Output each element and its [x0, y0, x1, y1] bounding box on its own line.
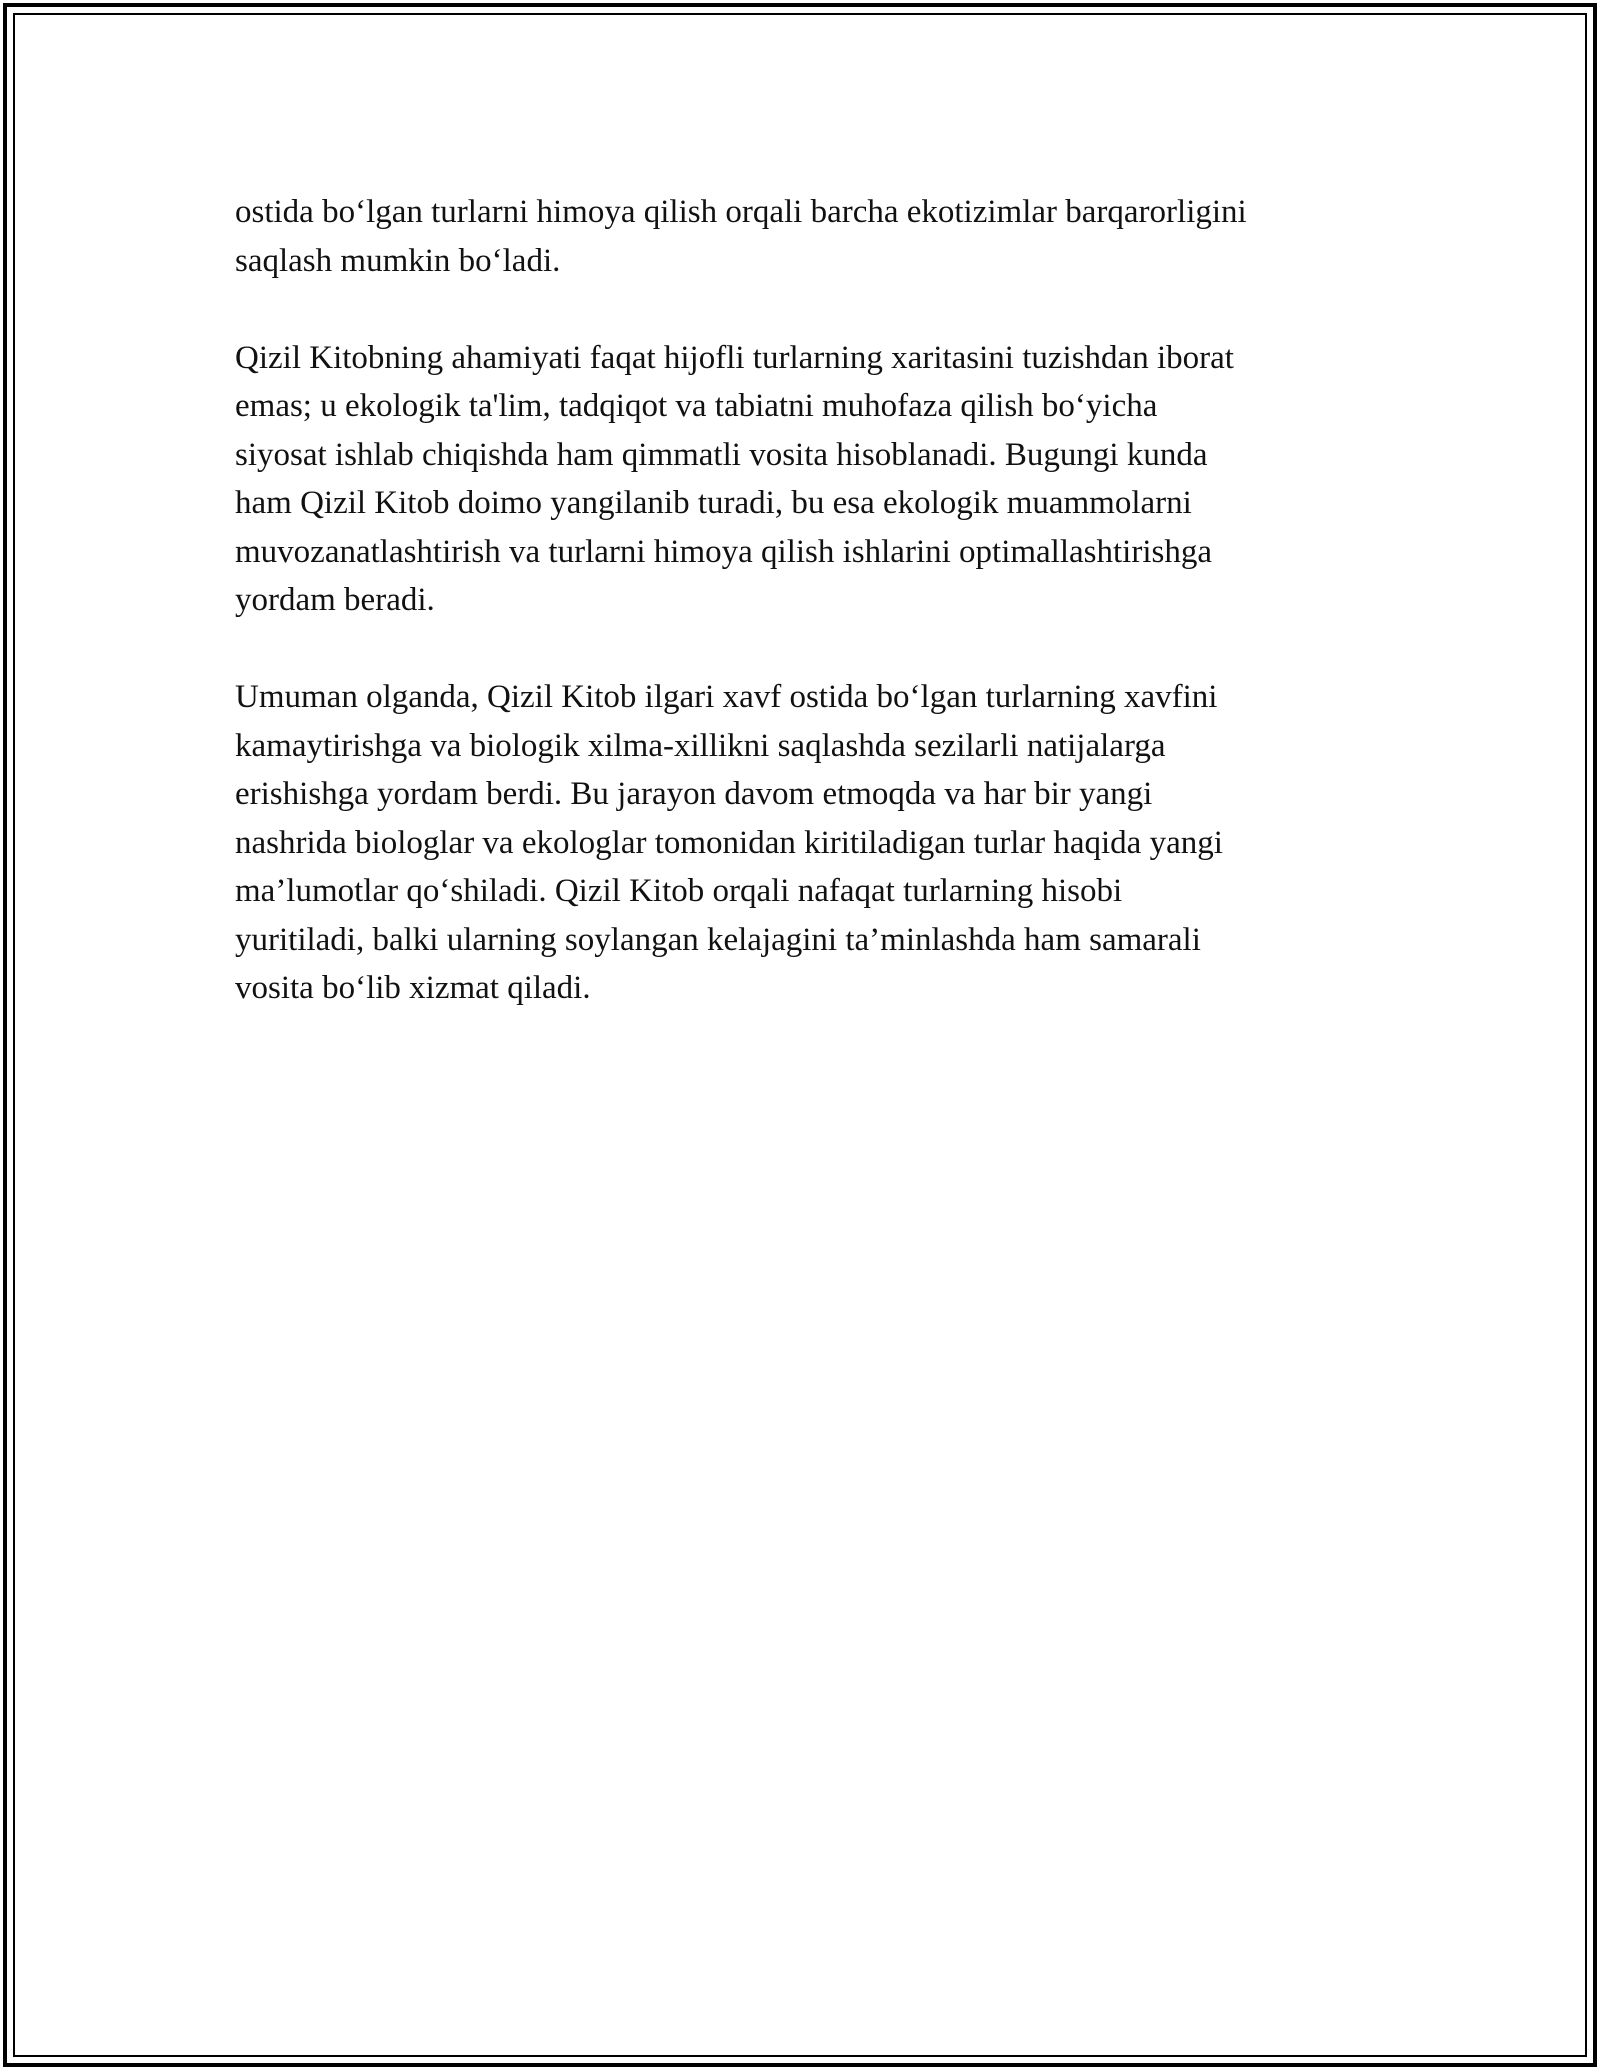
document-body: [235, 188, 1375, 1061]
paragraph-3: Umuman olganda, Qizil Kitob ilgari xavf ostida bo‘lgan turlarning xavfini kamaytirishga va biologik xilma-xillikni saqlashda sezilarli natijalarga erishishga yordam berdi. Bu jarayon davom etmoqda va har bir yangi nashrida biologlar va ekologlar tomonidan kiritiladigan turlar haqida yangi ma’lumotlar qo‘shiladi. Qizil Kitob orqali nafaqat turlarning hisobi yuritiladi, balki ularning soylangan kelajagini ta’minlashda ham samarali vosita bo‘lib xizmat qiladi.: [235, 679, 1223, 1006]
paragraph-1: ostida bo‘lgan turlarni himoya qilish orqali barcha ekotizimlar barqarorligini saqlash mumkin bo‘ladi.: [235, 194, 1247, 279]
paragraph-2: Qizil Kitobning ahamiyati faqat hijofli turlarning xaritasini tuzishdan iborat emas; u ekologik ta'lim, tadqiqot va tabiatni muhofaza qilish bo‘yicha siyosat ishlab chiqishda ham qimmatli vosita hisoblanadi. Bugungi kunda ham Qizil Kitob doimo yangilanib turadi, bu esa ekologik muammolarni muvozanatlashtirish va turlarni himoya qilish ishlarini optimallashtirishga yordam beradi.: [235, 339, 1234, 618]
